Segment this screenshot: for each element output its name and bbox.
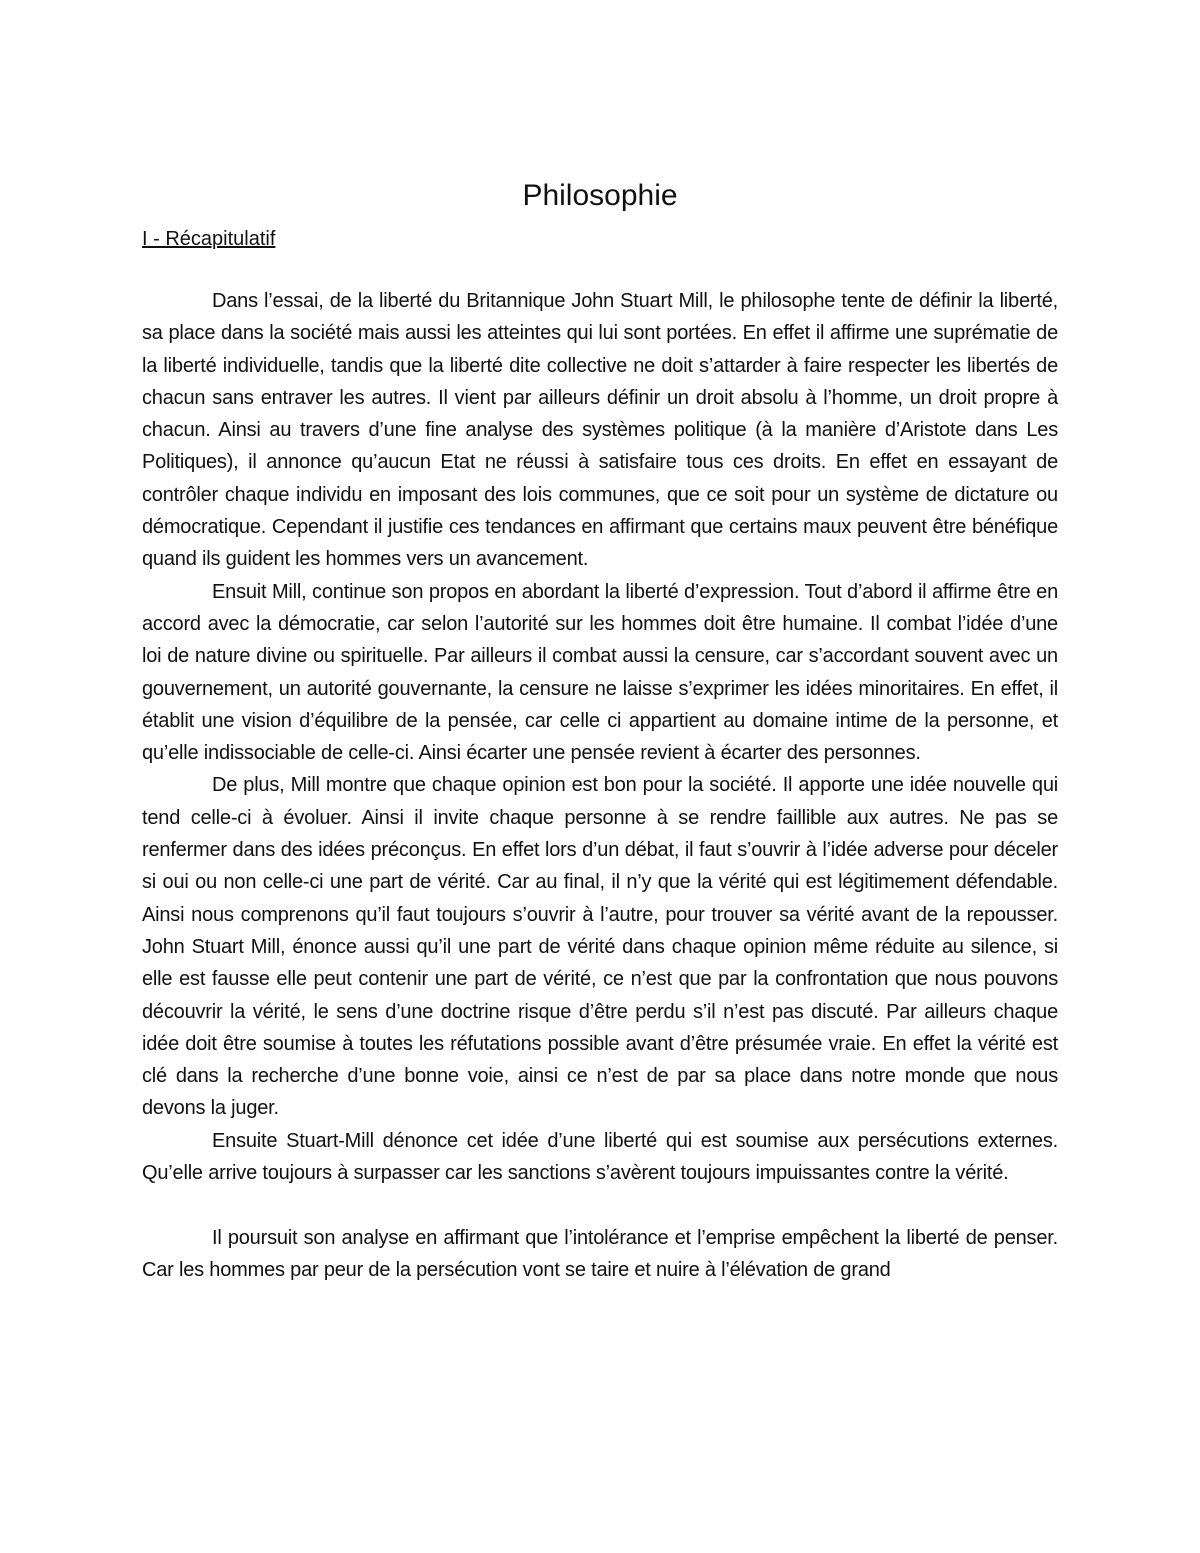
paragraph-3: De plus, Mill montre que chaque opinion est bon pour la société. Il apporte une idée nouvelle qui tend celle-ci à évoluer. Ainsi il invite chaque personne à se rendre faillible aux autres. Ne pas se renfermer dans des idées préconçus. En effet lors d’un débat, il faut s’ouvrir à l’idée adverse pour déceler si oui ou non celle-ci une part de vérité. Car au final, il n’y que la vérité qui est légitimement défendable. Ainsi nous comprenons qu’il faut toujours s’ouvrir à l’autre, pour trouver sa vérité avant de la repousser. John Stuart Mill, énonce aussi qu’il une part de vérité dans chaque opinion même réduite au silence, si elle est fausse elle peut contenir une part de vérité, ce n’est que par la confrontation que nous pouvons découvrir la vérité, le sens d’une doctrine risque d’être perdu s’il n’est pas discuté. Par ailleurs chaque idée doit être soumise à toutes les réfutations possible avant d’être présumée vraie. En effet la vérité est clé dans la recherche d’une bonne voie, ainsi ce n’est de par sa place dans notre monde que nous devons la juger. [142, 774, 1058, 1120]
paragraph-5: Il poursuit son analyse en affirmant que l’intolérance et l’emprise empêchent la liberté de penser. Car les hommes par peur de la persécution vont se taire et nuire à l’élévation de grand [142, 1226, 1058, 1281]
paragraph-4: Ensuite Stuart-Mill dénonce cet idée d’une liberté qui est soumise aux persécutions externes. Qu’elle arrive toujours à surpasser car les sanctions s’avèrent toujours impuissantes contre la vérité. [142, 1129, 1058, 1185]
document-body [142, 285, 1058, 1286]
paragraph-2: Ensuit Mill, continue son propos en abordant la liberté d’expression. Tout d’abord il affirme être en accord avec la démocratie, car selon l’autorité sur les hommes doit être humaine. Il combat l’idée d’une loi de nature divine ou spirituelle. Par ailleurs il combat aussi la censure, car s’accordant souvent avec un gouvernement, un autorité gouvernante, la censure ne laisse s’exprimer les idées minoritaires. En effet, il établit une vision d’équilibre de la pensée, car celle ci appartient au domaine intime de la personne, et qu’elle indissociable de celle-ci. Ainsi écarter une pensée revient à écarter des personnes. [142, 580, 1058, 765]
paragraph-1: Dans l’essai, de la liberté du Britannique John Stuart Mill, le philosophe tente de définir la liberté, sa place dans la société mais aussi les atteintes qui lui sont portées. En effet il affirme une suprématie de la liberté individuelle, tandis que la liberté dite collective ne doit s’attarder à faire respecter les libertés de chacun sans entraver les autres. Il vient par ailleurs définir un droit absolu à l’homme, un droit propre à chacun. Ainsi au travers d’une fine analyse des systèmes politique (à la manière d’Aristote dans Les Politiques), il annonce qu’aucun Etat ne réussi à satisfaire tous ces droits. En effet en essayant de contrôler chaque individu en imposant des lois communes, que ce soit pour un système de dictature ou démocratique. Cependant il justifie ces tendances en affirmant que certains maux peuvent être bénéfique quand ils guident les hommes vers un avancement. [142, 290, 1058, 571]
page-title: Philosophie [522, 179, 678, 212]
section-heading: I - Récapitulatif [142, 228, 276, 250]
